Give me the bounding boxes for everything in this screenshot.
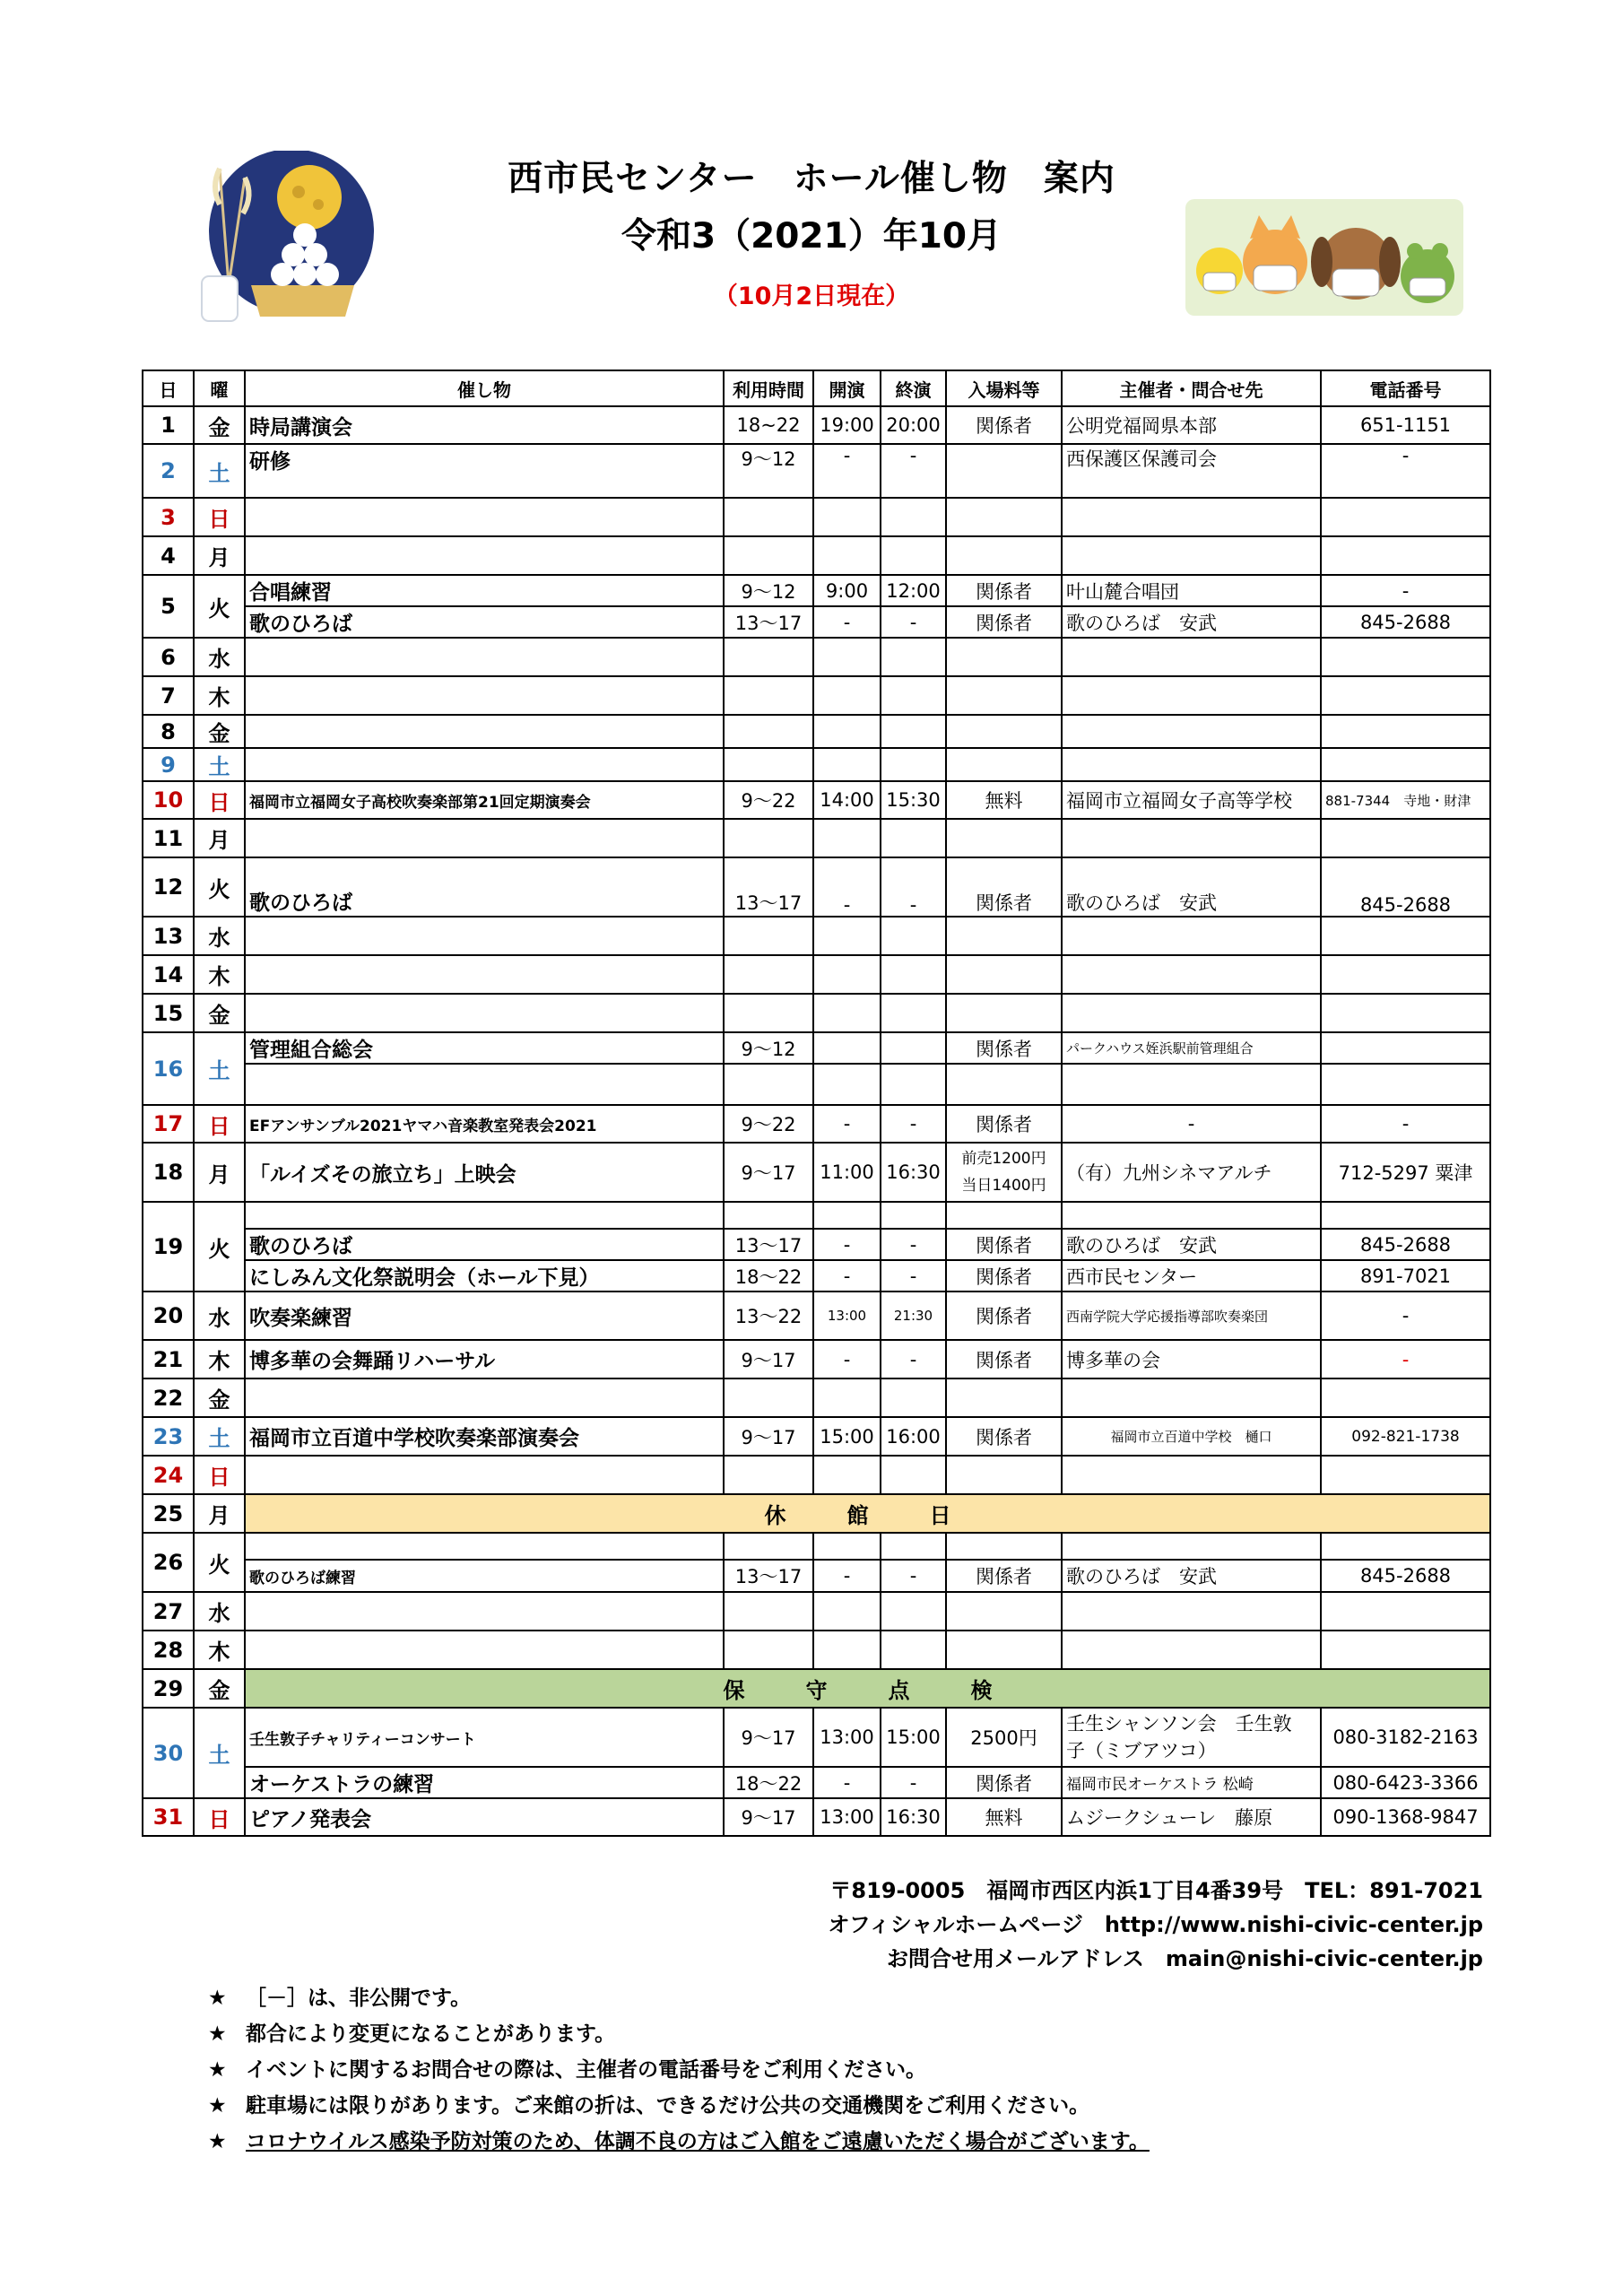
fee-cell: 関係者: [946, 1032, 1062, 1064]
end-cell: -: [881, 1340, 946, 1378]
table-row: [143, 917, 1490, 955]
phone-cell: -: [1321, 575, 1490, 606]
weekday-cell: 火: [194, 857, 245, 917]
event-cell: 歌のひろば練習: [245, 1560, 724, 1592]
phone-cell: 651-1151: [1321, 406, 1490, 444]
homepage-link[interactable]: オフィシャルホームページ http://www.nishi-civic-center.jp: [828, 1912, 1483, 1937]
note-item: ★ 都合により変更になることがあります。: [208, 2016, 1150, 2052]
hours-cell: 13～17: [724, 606, 813, 638]
table-row: [143, 676, 1490, 715]
day-cell: 16: [143, 1032, 194, 1105]
phone-cell: 092-821-1738: [1321, 1417, 1490, 1456]
day-cell: 14: [143, 955, 194, 994]
fee-cell: [946, 444, 1062, 498]
event-cell: 合唱練習: [245, 575, 724, 606]
phone-cell: 881-7344 寺地・財津: [1321, 781, 1490, 819]
weekday-cell: 水: [194, 1592, 245, 1631]
organizer-cell: 福岡市立百道中学校 樋口: [1062, 1417, 1321, 1456]
table-row: [143, 1032, 1490, 1064]
table-row: [143, 638, 1490, 676]
end-cell: 16:30: [881, 1798, 946, 1836]
day-cell: 11: [143, 819, 194, 857]
start-cell: 14:00: [813, 781, 881, 819]
day-cell: 1: [143, 406, 194, 444]
note-item: ★ コロナウイルス感染予防対策のため、体調不良の方はご入館をご遠慮いただく場合がございます。: [208, 2124, 1150, 2160]
col-header-end: 終演: [881, 370, 946, 406]
weekday-cell: 日: [194, 1456, 245, 1494]
event-cell: EFアンサンブル2021ヤマハ音楽教室発表会2021: [245, 1105, 724, 1143]
fee-cell: 関係者: [946, 1560, 1062, 1592]
col-header-weekday: 曜: [194, 370, 245, 406]
weekday-cell: 金: [194, 994, 245, 1032]
fee-cell: 関係者: [946, 857, 1062, 917]
advance-price: 前売1200円: [961, 1150, 1046, 1168]
notes-list: [208, 1980, 1150, 2160]
end-cell: -: [881, 857, 946, 917]
organizer-cell: 博多華の会: [1062, 1340, 1321, 1378]
weekday-cell: 金: [194, 406, 245, 444]
start-cell: 11:00: [813, 1143, 881, 1202]
day-cell: 9: [143, 748, 194, 781]
end-cell: 21:30: [881, 1292, 946, 1340]
table-row: [143, 1202, 1490, 1229]
fee-cell: 関係者: [946, 406, 1062, 444]
hours-cell: 13～22: [724, 1292, 813, 1340]
event-cell: 歌のひろば: [245, 606, 724, 638]
star-icon: ★: [208, 1987, 227, 2010]
organizer-line-2: 子（ミブアツコ）: [1066, 1740, 1217, 1761]
table-row: [143, 1340, 1490, 1378]
hours-cell: 18～22: [724, 1260, 813, 1292]
table-row: [143, 1292, 1490, 1340]
table-row: [143, 1767, 1490, 1798]
event-cell: 歌のひろば: [245, 857, 724, 917]
table-row: [143, 955, 1490, 994]
page-title: 西市民センター ホール催し物 案内: [508, 159, 1115, 199]
star-icon: ★: [208, 2130, 227, 2153]
fee-cell: 無料: [946, 781, 1062, 819]
weekday-cell: 土: [194, 1417, 245, 1456]
event-cell: オーケストラの練習: [245, 1767, 724, 1798]
weekday-cell: 金: [194, 715, 245, 748]
day-cell: 30: [143, 1708, 194, 1798]
table-row: [143, 1798, 1490, 1836]
day-cell: 22: [143, 1378, 194, 1417]
fee-cell: 関係者: [946, 575, 1062, 606]
organizer-cell: 西南学院大学応援指導部吹奏楽団: [1062, 1292, 1321, 1340]
organizer-cell: パークハウス姪浜駅前管理組合: [1062, 1032, 1321, 1064]
start-cell: 13:00: [813, 1292, 881, 1340]
phone-cell: -: [1321, 1105, 1490, 1143]
weekday-cell: 火: [194, 1533, 245, 1592]
organizer-cell: 歌のひろば 安武: [1062, 857, 1321, 917]
door-price: 当日1400円: [961, 1177, 1046, 1195]
weekday-cell: 月: [194, 819, 245, 857]
phone-cell: -: [1321, 1292, 1490, 1340]
day-cell: 24: [143, 1456, 194, 1494]
weekday-cell: 月: [194, 536, 245, 575]
organizer-cell: 叶山麓合唱団: [1062, 575, 1321, 606]
table-row: [143, 1560, 1490, 1592]
tsukimi-illustration: [193, 151, 377, 323]
table-row: [143, 1456, 1490, 1494]
col-header-fee: 入場料等: [946, 370, 1062, 406]
phone-cell: [1321, 1032, 1490, 1064]
weekday-cell: 金: [194, 1378, 245, 1417]
weekday-cell: 月: [194, 1494, 245, 1533]
weekday-cell: 日: [194, 781, 245, 819]
day-cell: 12: [143, 857, 194, 917]
col-header-organizer: 主催者・問合せ先: [1062, 370, 1321, 406]
fee-cell: 関係者: [946, 1260, 1062, 1292]
col-header-day: 日: [143, 370, 194, 406]
weekday-cell: 金: [194, 1669, 245, 1708]
closed-day-band: 休 館 日: [245, 1494, 1490, 1533]
table-row: [143, 1105, 1490, 1143]
weekday-cell: 火: [194, 575, 245, 638]
organizer-cell: 福岡市立福岡女子高等学校: [1062, 781, 1321, 819]
day-cell: 2: [143, 444, 194, 498]
start-cell: -: [813, 1340, 881, 1378]
table-row: [143, 994, 1490, 1032]
table-row: [143, 819, 1490, 857]
weekday-cell: 木: [194, 955, 245, 994]
end-cell: 15:30: [881, 781, 946, 819]
event-cell: 「ルイズその旅立ち」上映会: [245, 1143, 724, 1202]
end-cell: -: [881, 1560, 946, 1592]
fee-cell: 関係者: [946, 1340, 1062, 1378]
end-cell: -: [881, 1105, 946, 1143]
end-cell: -: [881, 1260, 946, 1292]
start-cell: -: [813, 1767, 881, 1798]
table-row: [143, 748, 1490, 781]
address-line: 〒819-0005 福岡市西区内浜1丁目4番39号 TEL：891-7021: [829, 1878, 1483, 1903]
start-cell: -: [813, 1229, 881, 1260]
hours-cell: 9～17: [724, 1417, 813, 1456]
note-item: ★ ［－］は、非公開です。: [208, 1980, 1150, 2016]
table-row: [143, 1708, 1490, 1767]
organizer-cell: 西保護区保護司会: [1062, 444, 1321, 498]
organizer-line-1: 壬生シャンソン会 壬生敦: [1066, 1713, 1292, 1735]
fee-cell: 関係者: [946, 1767, 1062, 1798]
organizer-cell: ムジークシューレ 藤原: [1062, 1798, 1321, 1836]
start-cell: -: [813, 857, 881, 917]
table-row: [143, 1417, 1490, 1456]
start-cell: [813, 1032, 881, 1064]
day-cell: 21: [143, 1340, 194, 1378]
day-cell: 8: [143, 715, 194, 748]
day-cell: 10: [143, 781, 194, 819]
weekday-cell: 土: [194, 1708, 245, 1798]
organizer-cell: 歌のひろば 安武: [1062, 1560, 1321, 1592]
as-of-date: （10月2日現在）: [713, 283, 910, 310]
day-cell: 6: [143, 638, 194, 676]
hours-cell: 9～22: [724, 1105, 813, 1143]
hours-cell: 9～12: [724, 1032, 813, 1064]
phone-cell: 712-5297 粟津: [1321, 1143, 1490, 1202]
phone-cell: 080-6423-3366: [1321, 1767, 1490, 1798]
col-header-start: 開演: [813, 370, 881, 406]
event-cell: 博多華の会舞踊リハーサル: [245, 1340, 724, 1378]
table-header-row: [143, 370, 1490, 406]
day-cell: 31: [143, 1798, 194, 1836]
start-cell: -: [813, 444, 881, 498]
phone-cell: 090-1368-9847: [1321, 1798, 1490, 1836]
table-row: [143, 1631, 1490, 1669]
day-cell: 18: [143, 1143, 194, 1202]
event-cell: 福岡市立百道中学校吹奏楽部演奏会: [245, 1417, 724, 1456]
page-subtitle: 令和3（2021）年10月: [621, 216, 1002, 257]
day-cell: 17: [143, 1105, 194, 1143]
hours-cell: 9～12: [724, 444, 813, 498]
fee-cell: [946, 1143, 1062, 1202]
event-cell: 管理組合総会: [245, 1032, 724, 1064]
star-icon: ★: [208, 2094, 227, 2118]
end-cell: -: [881, 1767, 946, 1798]
weekday-cell: 水: [194, 638, 245, 676]
col-header-phone: 電話番号: [1321, 370, 1490, 406]
end-cell: 15:00: [881, 1708, 946, 1767]
end-cell: 12:00: [881, 575, 946, 606]
star-icon: ★: [208, 2022, 227, 2046]
start-cell: -: [813, 1105, 881, 1143]
table-row: [143, 444, 1490, 498]
hours-cell: 9～12: [724, 575, 813, 606]
table-row: [143, 857, 1490, 917]
table-row: [143, 575, 1490, 606]
phone-cell: 845-2688: [1321, 606, 1490, 638]
schedule-table: [142, 370, 1491, 1837]
table-row: [143, 1143, 1490, 1202]
day-cell: 23: [143, 1417, 194, 1456]
table-row: [143, 1494, 1490, 1533]
fee-cell: 関係者: [946, 606, 1062, 638]
day-cell: 25: [143, 1494, 194, 1533]
event-cell: 歌のひろば: [245, 1229, 724, 1260]
hours-cell: 13～17: [724, 857, 813, 917]
start-cell: 13:00: [813, 1708, 881, 1767]
table-row: [143, 781, 1490, 819]
hours-cell: 18～22: [724, 1767, 813, 1798]
weekday-cell: 木: [194, 676, 245, 715]
table-row: [143, 1378, 1490, 1417]
phone-cell: -: [1321, 1340, 1490, 1378]
note-item: ★ 駐車場には限りがあります。ご来館の折は、できるだけ公共の交通機関をご利用ください。: [208, 2088, 1150, 2124]
weekday-cell: 日: [194, 1105, 245, 1143]
weekday-cell: 土: [194, 444, 245, 498]
weekday-cell: 水: [194, 1292, 245, 1340]
weekday-cell: 木: [194, 1631, 245, 1669]
event-cell: 福岡市立福岡女子高校吹奏楽部第21回定期演奏会: [245, 781, 724, 819]
weekday-cell: 水: [194, 917, 245, 955]
hours-cell: 13～17: [724, 1229, 813, 1260]
day-cell: 29: [143, 1669, 194, 1708]
hours-cell: 9～22: [724, 781, 813, 819]
table-row: [143, 1229, 1490, 1260]
start-cell: -: [813, 1560, 881, 1592]
start-cell: 15:00: [813, 1417, 881, 1456]
day-cell: 13: [143, 917, 194, 955]
day-cell: 7: [143, 676, 194, 715]
hours-cell: 9～17: [724, 1143, 813, 1202]
day-cell: 5: [143, 575, 194, 638]
organizer-cell: -: [1062, 1105, 1321, 1143]
fee-cell: 関係者: [946, 1229, 1062, 1260]
table-row: [143, 715, 1490, 748]
day-cell: 4: [143, 536, 194, 575]
organizer-cell: （有）九州シネマアルチ: [1062, 1143, 1321, 1202]
table-row: [143, 1260, 1490, 1292]
organizer-cell: 歌のひろば 安武: [1062, 1229, 1321, 1260]
start-cell: 9:00: [813, 575, 881, 606]
event-cell: 壬生敦子チャリティーコンサート: [245, 1708, 724, 1767]
table-row: [143, 1592, 1490, 1631]
hours-cell: 9～17: [724, 1708, 813, 1767]
start-cell: 19:00: [813, 406, 881, 444]
event-cell: にしみん文化祭説明会（ホール下見）: [245, 1260, 724, 1292]
weekday-cell: 月: [194, 1143, 245, 1202]
weekday-cell: 日: [194, 1798, 245, 1836]
table-row: [143, 406, 1490, 444]
phone-cell: 845-2688: [1321, 1229, 1490, 1260]
masked-animals-illustration: [1185, 199, 1463, 316]
phone-cell: 891-7021: [1321, 1260, 1490, 1292]
end-cell: 16:00: [881, 1417, 946, 1456]
organizer-cell: [1062, 1708, 1321, 1767]
weekday-cell: 木: [194, 1340, 245, 1378]
event-cell: 研修: [245, 444, 724, 498]
day-cell: 28: [143, 1631, 194, 1669]
end-cell: 16:30: [881, 1143, 946, 1202]
table-row: [143, 1064, 1490, 1105]
maintenance-band: 保 守 点 検: [245, 1669, 1490, 1708]
hours-cell: 9～17: [724, 1798, 813, 1836]
table-row: [143, 1669, 1490, 1708]
fee-cell: 2500円: [946, 1708, 1062, 1767]
phone-cell: -: [1321, 444, 1490, 498]
start-cell: 13:00: [813, 1798, 881, 1836]
day-cell: 20: [143, 1292, 194, 1340]
organizer-cell: 西市民センター: [1062, 1260, 1321, 1292]
fee-cell: 関係者: [946, 1292, 1062, 1340]
table-row: [143, 498, 1490, 536]
organizer-cell: 歌のひろば 安武: [1062, 606, 1321, 638]
col-header-hours: 利用時間: [724, 370, 813, 406]
hours-cell: 18~22: [724, 406, 813, 444]
day-cell: 19: [143, 1202, 194, 1292]
organizer-cell: 公明党福岡県本部: [1062, 406, 1321, 444]
col-header-event: 催し物: [245, 370, 724, 406]
end-cell: -: [881, 444, 946, 498]
table-row: [143, 536, 1490, 575]
hours-cell: 9～17: [724, 1340, 813, 1378]
day-cell: 15: [143, 994, 194, 1032]
start-cell: -: [813, 1260, 881, 1292]
phone-cell: 080-3182-2163: [1321, 1708, 1490, 1767]
end-cell: -: [881, 606, 946, 638]
start-cell: -: [813, 606, 881, 638]
note-item: ★ イベントに関するお問合せの際は、主催者の電話番号をご利用ください。: [208, 2052, 1150, 2088]
email-link[interactable]: お問合せ用メールアドレス main@nishi-civic-center.jp: [887, 1946, 1483, 1971]
fee-cell: 関係者: [946, 1417, 1062, 1456]
weekday-cell: 火: [194, 1202, 245, 1292]
table-row: [143, 606, 1490, 638]
fee-cell: 関係者: [946, 1105, 1062, 1143]
day-cell: 3: [143, 498, 194, 536]
table-row: [143, 1533, 1490, 1560]
fee-cell: 無料: [946, 1798, 1062, 1836]
event-cell: 時局講演会: [245, 406, 724, 444]
event-cell: ピアノ発表会: [245, 1798, 724, 1836]
star-icon: ★: [208, 2058, 227, 2082]
day-cell: 27: [143, 1592, 194, 1631]
hours-cell: 13～17: [724, 1560, 813, 1592]
weekday-cell: 土: [194, 1032, 245, 1105]
end-cell: -: [881, 1229, 946, 1260]
day-cell: 26: [143, 1533, 194, 1592]
event-cell: 吹奏楽練習: [245, 1292, 724, 1340]
phone-cell: 845-2688: [1321, 857, 1490, 917]
phone-cell: 845-2688: [1321, 1560, 1490, 1592]
weekday-cell: 日: [194, 498, 245, 536]
weekday-cell: 土: [194, 748, 245, 781]
organizer-cell: 福岡市民オーケストラ 松崎: [1062, 1767, 1321, 1798]
end-cell: [881, 1032, 946, 1064]
end-cell: 20:00: [881, 406, 946, 444]
